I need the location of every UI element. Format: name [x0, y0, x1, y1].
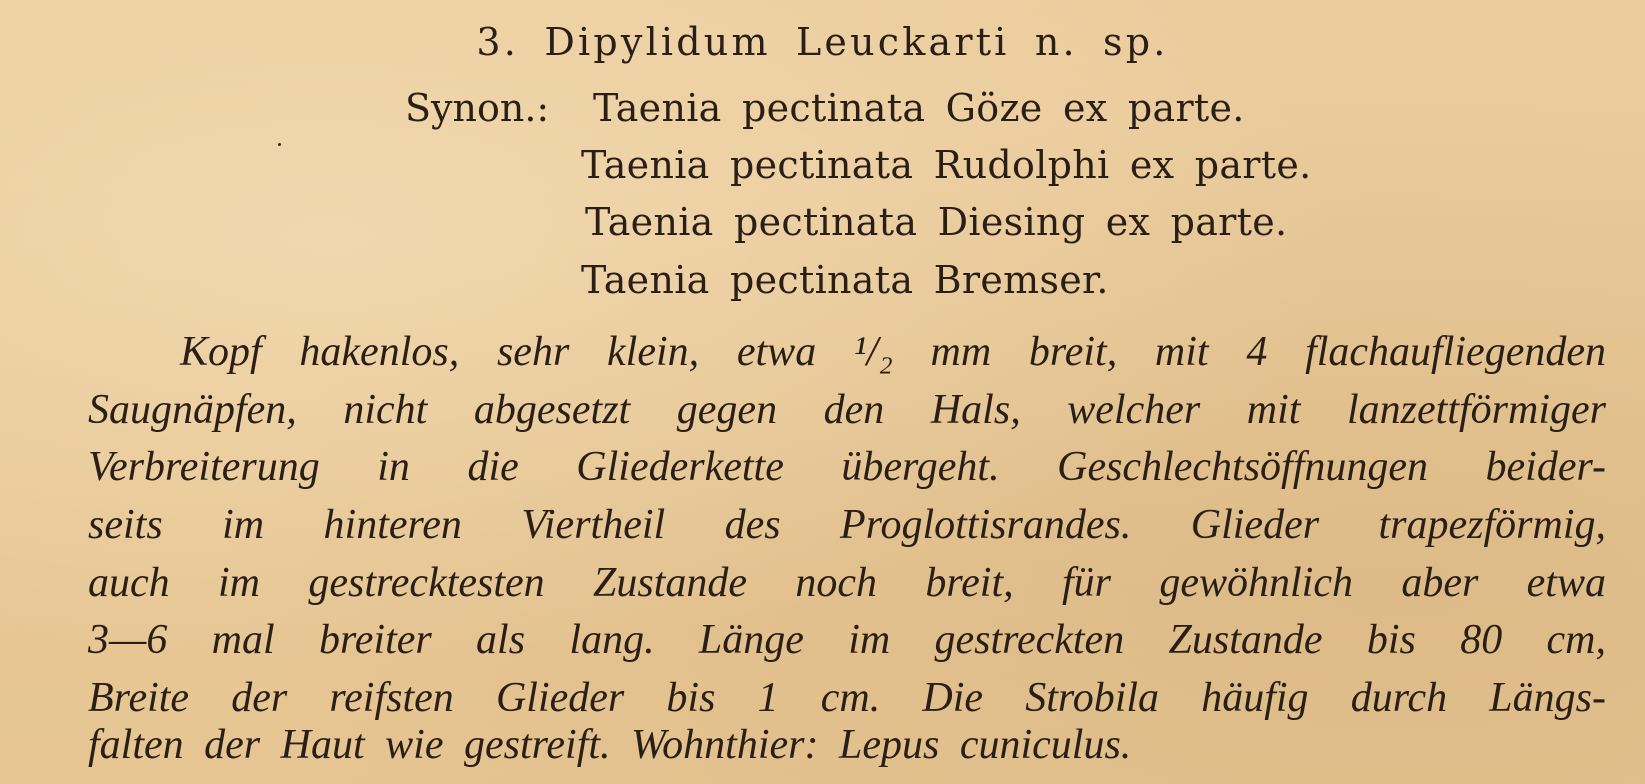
description-line: seits im hinteren Viertheil des Proglottisrandes. Glieder trapezförmig,: [88, 502, 1606, 548]
description-line: 3—6 mal breiter als lang. Länge im gestreckten Zustande bis 80 cm,: [88, 617, 1606, 663]
species-heading: 3. Dipylidum Leuckarti n. sp.: [476, 20, 1169, 64]
synonym-entry: Taenia pectinata Göze ex parte.: [593, 86, 1245, 130]
print-speck: [278, 143, 281, 146]
description-line: Saugnäpfen, nicht abgesetzt gegen den Hals, welcher mit lanzettförmiger: [88, 387, 1606, 433]
description-line: falten der Haut wie gestreift. Wohnthier: Lepus cuniculus.: [88, 722, 1132, 768]
description-line: auch im gestrecktesten Zustande noch breit, für gewöhnlich aber etwa: [88, 560, 1606, 606]
description-line: Kopf hakenlos, sehr klein, etwa ¹/₂ mm breit, mit 4 flachaufliegenden: [180, 329, 1606, 375]
synonyms-label: Synon.:: [405, 86, 550, 130]
synonym-entry: Taenia pectinata Bremser.: [581, 258, 1109, 302]
description-line: Verbreiterung in die Gliederkette übergeht. Geschlechtsöffnungen beider-: [88, 444, 1606, 490]
description-line: Breite der reifsten Glieder bis 1 cm. Die Strobila häufig durch Längs-: [88, 675, 1606, 721]
synonym-entry: Taenia pectinata Rudolphi ex parte.: [581, 143, 1312, 187]
synonym-entry: Taenia pectinata Diesing ex parte.: [585, 200, 1288, 244]
